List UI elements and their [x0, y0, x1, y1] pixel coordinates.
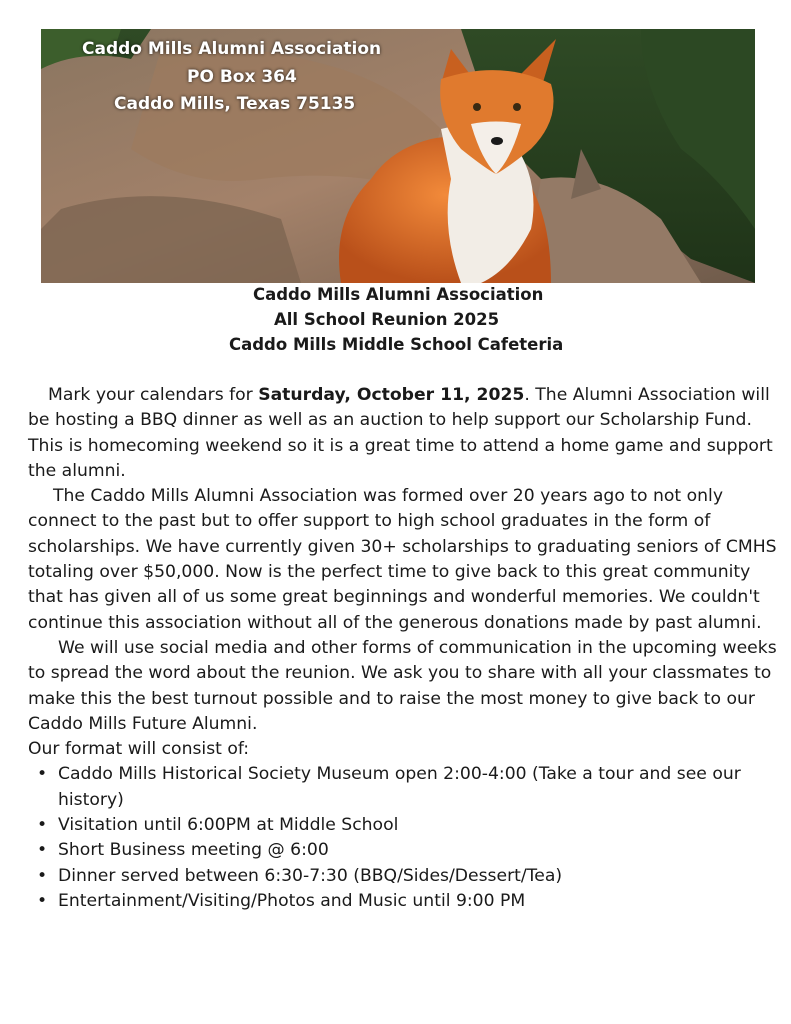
heading-subtitle: All School Reunion 2025 [274, 310, 500, 329]
format-intro: Our format will consist of: [28, 739, 250, 760]
paragraph-history: The Caddo Mills Alumni Association was formed over 20 years ago to not only connect to the past but to offer support to high school graduates in the form of scholarships. We have currently given 30+ scholarships to graduating seniors of CMHS totaling over $50,000. Now is the perfect time to give back to this great community that has given all of us some great beginnings and wonderful memories. We couldn't continue this association without all of the generous donations made by past alumni. [28, 486, 777, 633]
banner-city: Caddo Mills, Texas 75135 [114, 94, 356, 114]
list-item: • Entertainment/Visiting/Photos and Music until 9:00 PM [58, 889, 780, 914]
list-item: • Caddo Mills Historical Society Museum open 2:00-4:00 (Take a tour and see our history) [58, 762, 780, 813]
banner-po-box: PO Box 364 [187, 67, 297, 87]
list-item: • Dinner served between 6:30-7:30 (BBQ/Sides/Dessert/Tea) [58, 864, 780, 889]
paragraph-intro: Mark your calendars for Saturday, October 11, 2025. The Alumni Association will be hosting a BBQ dinner as well as an auction to help support our Scholarship Fund. This is homecoming weekend so it is a great time to attend a home game and support the alumni. [28, 385, 773, 481]
heading-location: Caddo Mills Middle School Cafeteria [229, 335, 564, 354]
heading-title: Caddo Mills Alumni Association [253, 285, 544, 304]
banner-org-name: Caddo Mills Alumni Association [82, 39, 382, 59]
fox-photo [41, 29, 755, 283]
event-date: Saturday, October 11, 2025 [258, 385, 525, 405]
format-list [28, 762, 780, 914]
letter-body [28, 383, 780, 914]
list-item: • Visitation until 6:00PM at Middle School [58, 813, 780, 838]
paragraph-communication: We will use social media and other forms of communication in the upcoming weeks to spread the word about the reunion. We ask you to share with all your classmates to make this the best turnout possible and to raise the most money to give back to our Caddo Mills Future Alumni. [28, 637, 777, 734]
header-banner [41, 29, 755, 283]
list-item: • Short Business meeting @ 6:00 [58, 838, 780, 863]
